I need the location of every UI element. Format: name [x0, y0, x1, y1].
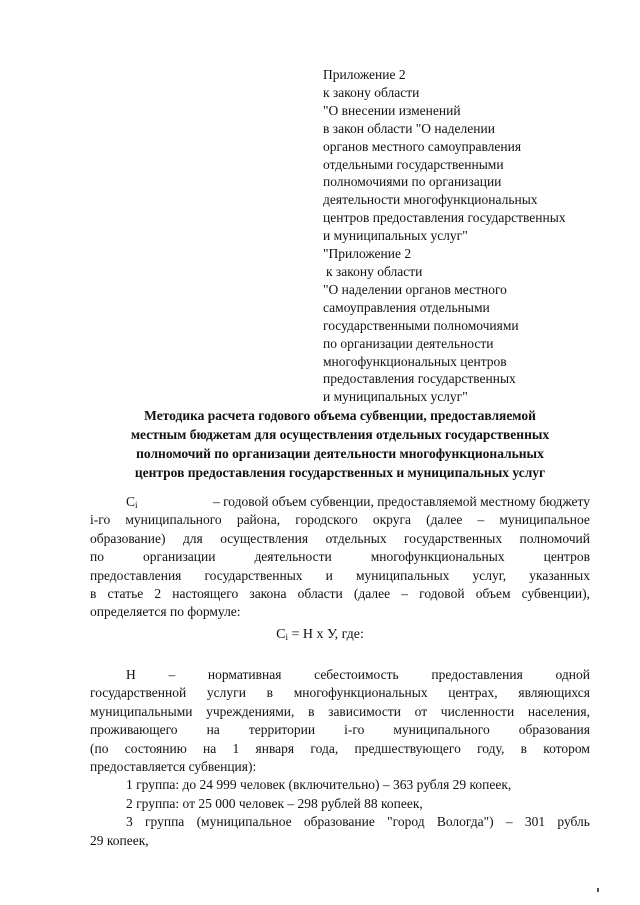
title-line: местным бюджетам для осуществления отдельных государственных — [130, 427, 550, 442]
annex-line: в закон области "О наделении — [323, 120, 495, 136]
annex-header — [323, 66, 566, 406]
group-3-item-continued: 29 копеек, — [90, 832, 149, 848]
paragraph-text: – годовой объем субвенции, предоставляемой местному бюджету — [212, 494, 590, 509]
title-line: Методика расчета годового объема субвенции, предоставляемой — [144, 408, 536, 423]
annex-line: многофункциональных центров — [323, 353, 507, 369]
paragraph-last-line: предоставляется субвенция): — [90, 758, 257, 774]
paragraph-line: по организации деятельности многофункциональных центров — [90, 549, 590, 565]
annex-line: и муниципальных услуг" — [323, 389, 468, 405]
annex-line: отдельными государственными — [323, 156, 504, 172]
annex-line: центров предоставления государственных — [323, 210, 566, 226]
annex-line: полномочиями по организации — [323, 174, 502, 190]
scan-artifact — [597, 888, 599, 892]
paragraph-norm-cost — [90, 666, 590, 850]
paragraph-line: (по состоянию на 1 января года, предшествующего году, в котором — [90, 740, 590, 756]
annex-line: "О внесении изменений — [323, 102, 461, 118]
subvention-symbol: $C_i$ — [126, 494, 138, 510]
formula-symbol: $C_i$ — [276, 627, 288, 642]
paragraph-line: проживающего на территории i-го муниципального образования — [90, 722, 590, 738]
group-1-item: 1 группа: до 24 999 человек (включительно) – 363 рубля 29 копеек, — [126, 777, 512, 793]
paragraph-line: i-го муниципального района, городского округа (далее – муниципальное — [90, 512, 590, 528]
annex-line: органов местного самоуправления — [323, 138, 522, 154]
group-2-item: 2 группа: от 25 000 человек – 298 рублей 88 копеек, — [126, 795, 423, 811]
annex-line: к закону области — [326, 263, 423, 279]
paragraph-first-line — [90, 493, 590, 511]
paragraph-line: муниципальными учреждениями, в зависимости от численности населения, — [90, 703, 590, 719]
annex-line: самоуправления отдельными — [323, 299, 490, 315]
annex-line: по организации деятельности — [323, 335, 494, 351]
annex-line: Приложение 2 — [323, 67, 406, 82]
annex-line: деятельности многофункциональных — [323, 192, 538, 208]
formula — [0, 626, 640, 646]
title-line: центров предоставления государственных и муниципальных услуг — [134, 465, 546, 480]
group-3-item: 3 группа (муниципальное образование "город Вологда") – 301 рубль — [126, 814, 590, 830]
paragraph-line: предоставления государственных и муниципальных услуг, указанных — [90, 567, 590, 583]
paragraph-line: в статье 2 настоящего закона области (далее – годовой объем субвенции), — [90, 585, 590, 601]
annex-line: "Приложение 2 — [323, 246, 412, 262]
paragraph-first-line: Н – нормативная себестоимость предоставления одной — [126, 667, 590, 682]
annex-line: "О наделении органов местного — [323, 281, 507, 297]
annex-line: к закону области — [323, 84, 420, 100]
document-title — [90, 406, 590, 482]
annex-line: государственными полномочиями — [323, 317, 519, 333]
paragraph-last-line: определяется по формуле: — [90, 604, 241, 620]
paragraph-subvention-definition — [90, 493, 590, 622]
paragraph-line: государственной услуги в многофункциональных центрах, являющихся — [90, 685, 590, 701]
title-line: полномочий по организации деятельности многофункциональных — [136, 446, 544, 461]
paragraph-line: образование) для осуществления отдельных государственных полномочий — [90, 530, 590, 546]
annex-line: и муниципальных услуг" — [323, 228, 468, 244]
annex-line: предоставления государственных — [323, 371, 516, 387]
formula-text: = Н х У, где: — [287, 627, 364, 642]
